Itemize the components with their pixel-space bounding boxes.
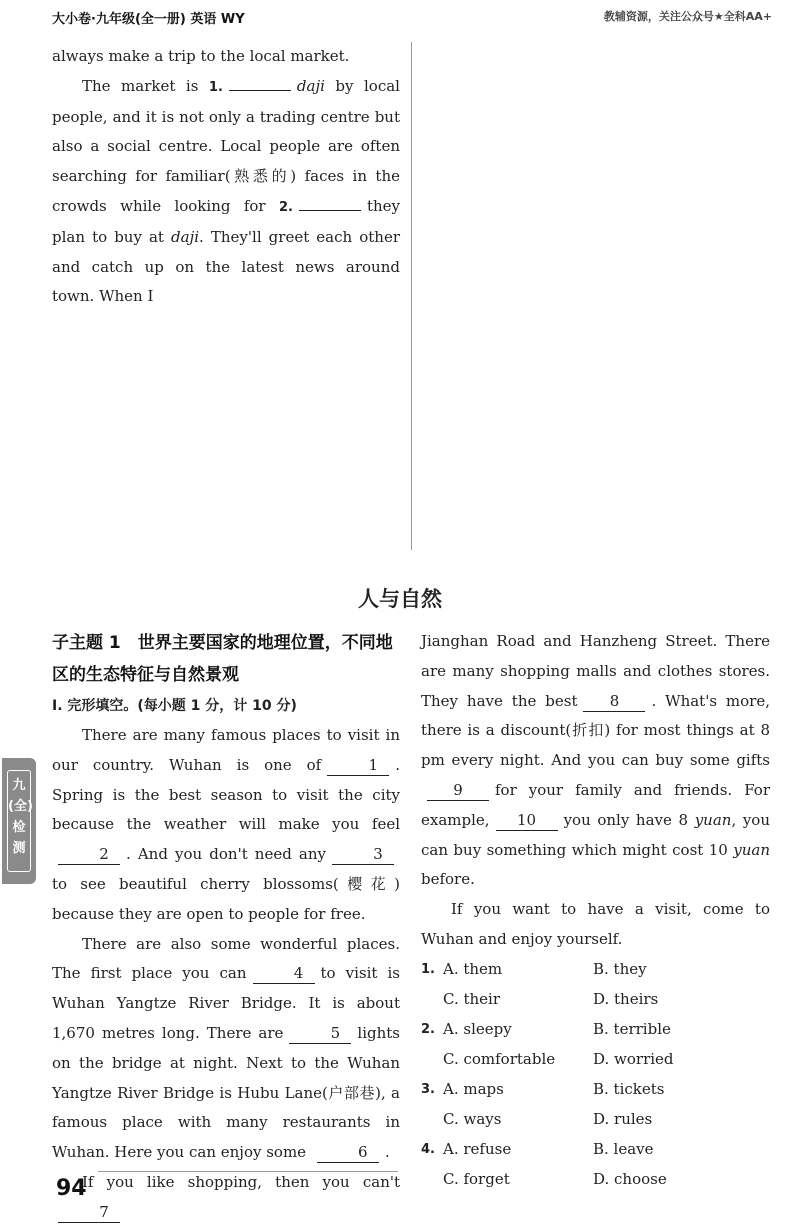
footer-rule (98, 1171, 398, 1172)
option-a[interactable]: A. maps (443, 1079, 504, 1098)
option-b[interactable]: B. tickets (593, 1079, 665, 1098)
option-a[interactable]: A. refuse (443, 1139, 512, 1158)
option-d[interactable]: D. worried (593, 1049, 674, 1068)
side-tab: 九 (全) 检 测 (2, 758, 36, 884)
section-title: 人与自然 (358, 587, 442, 611)
option-a[interactable]: A. them (443, 959, 503, 978)
subtheme-heading: 子主题 1 世界主要国家的地理位置，不同地区的生态特征与自然景观 (52, 633, 393, 685)
option-row: 2. A. sleepy B. terrible (421, 1015, 770, 1045)
option-row: 1. A. them B. they (421, 955, 770, 985)
option-c[interactable]: C. comfortable (443, 1049, 556, 1068)
answer-blank-2[interactable]: 2 (58, 844, 120, 865)
answer-blank-3[interactable]: 3 (332, 844, 394, 865)
answer-blank-4[interactable]: 4 (253, 963, 315, 984)
passage2-left-column (52, 627, 400, 1228)
header-book-title: 大小卷·九年级(全一册) 英语 WY (52, 12, 245, 27)
option-b[interactable]: B. they (593, 959, 647, 978)
part-heading: Ⅰ. 完形填空。(每小题 1 分，计 10 分) (52, 698, 297, 714)
paragraph: There are also some wonderful places. The first place you can 4 to visit is Wuhan Yangtze River Bridge. It is about 1,670 metres long. There are 5 lights on the bridge at night. Next to the Wuhan Yangtze River Bridge is Hubu Lane(户部巷), a famous place with many restaurants in Wuhan. Here you can enjoy some 6 . (52, 934, 400, 1162)
option-row (421, 985, 770, 1015)
passage2-right-column (421, 627, 770, 1195)
option-c[interactable]: C. forget (443, 1169, 510, 1188)
paragraph: If you like shopping, then you can't7 (52, 1168, 400, 1228)
blank-number: 1. (208, 79, 223, 95)
answer-blank-6[interactable]: 6 (317, 1142, 379, 1163)
answer-blank-8[interactable]: 8 (583, 691, 645, 712)
option-row (421, 1045, 770, 1075)
paragraph: If you want to have a visit, come to Wuhan and enjoy yourself. (421, 900, 770, 948)
answer-blank-9[interactable]: 9 (427, 780, 489, 801)
options-table (421, 955, 770, 1195)
option-b[interactable]: B. terrible (593, 1019, 671, 1038)
paragraph: The market is 1. daji by local people, and it is not only a trading centre but also a social centre. Local people are often searching for familiar(熟悉的) faces in the crowds while looking for 2. they plan to buy at daji. They'll greet each other and catch up on the latest news around town. When I (52, 76, 401, 306)
option-row: 3. A. maps B. tickets (421, 1075, 770, 1105)
page-number: 94 (56, 1176, 87, 1201)
option-b[interactable]: B. leave (593, 1139, 654, 1158)
answer-blank[interactable] (229, 90, 291, 91)
column-divider (411, 42, 412, 550)
option-row (421, 1105, 770, 1135)
option-c[interactable]: C. ways (443, 1109, 502, 1128)
answer-blank-10[interactable]: 10 (496, 810, 558, 831)
option-d[interactable]: D. choose (593, 1169, 667, 1188)
answer-blank-1[interactable]: 1 (327, 755, 389, 776)
option-d[interactable]: D. rules (593, 1109, 653, 1128)
answer-blank[interactable] (299, 210, 361, 211)
paragraph: Jianghan Road and Hanzheng Street. There are many shopping malls and clothes stores. They have the best 8 . What's more, there is a discount(折扣) for most things at 8 pm every night. And you can buy some gifts9 for your family and friends. For example, 10 you only have 8 yuan, you can buy something which might cost 10 yuan before. (421, 632, 770, 889)
answer-blank-5[interactable]: 5 (289, 1023, 351, 1044)
option-a[interactable]: A. sleepy (443, 1019, 512, 1038)
option-row: 4. A. refuse B. leave (421, 1135, 770, 1165)
paragraph: always make a trip to the local market. (52, 47, 350, 65)
passage1-left-column (52, 42, 400, 312)
option-c[interactable]: C. their (443, 989, 501, 1008)
answer-blank-7[interactable]: 7 (58, 1202, 120, 1223)
option-row (421, 1165, 770, 1195)
paragraph: There are many famous places to visit in our country. Wuhan is one of 1 . Spring is the best season to visit the city because the weather will make you feel2 . And you don't need any 3to see beautiful cherry blossoms(樱花) because they are open to people for free. (52, 726, 400, 923)
option-d[interactable]: D. theirs (593, 989, 659, 1008)
header-promo: 教辅资源，关注公众号★全科AA+ (603, 10, 772, 23)
